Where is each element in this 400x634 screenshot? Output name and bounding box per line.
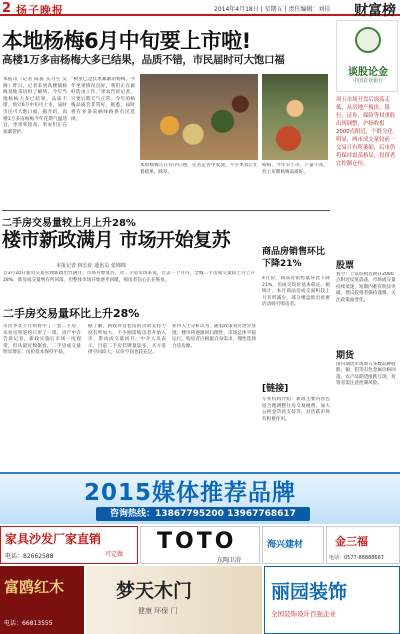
ad-haixing-title: 海兴建材 bbox=[267, 540, 304, 550]
right-body: 4月份，商品房销售量环比下降21%，但成交均价基本稳定。据统计，本月商品房成交面积较上月有所减少，部分楼盘推出优惠活动吸引购房者。 bbox=[262, 276, 330, 308]
issue-meta: 2014年4月18日 | 星期五 | 责任编辑：刘佳 bbox=[214, 6, 331, 13]
futures-box-title: 期货 bbox=[336, 351, 355, 361]
ad-mengtian-title: 梦天木门 bbox=[116, 580, 193, 602]
link-body: 专业机构介绍：新政主要内容包括合理调整住房交易税费、加大公积金贷款支持等，对活跃市场有积极作用。 bbox=[262, 397, 330, 422]
second-lead: 自3月20日新房交易管理新政出台满月，市场开始复苏，对二手房市场来说，过去一个月内，全城二手房成交量较上月上升28%，新房成交量则有所回落，但整体市场开始逐步回暖，购房者信心正在恢复。 bbox=[3, 271, 255, 283]
section-divider bbox=[2, 210, 330, 211]
ad-fuou[interactable] bbox=[0, 566, 84, 634]
lead-column-2: “树里已是挂果累累的杨梅，今年坐果情况良好，我们正在做好防虫工作。”果农告诉记者，只要后期天气正常，今年的杨梅品质会非常好。据悉，届时将有多条采摘线路供市民选择。 bbox=[71, 77, 135, 122]
sidebar-ad bbox=[336, 20, 398, 92]
stock-box-title: 股票 bbox=[336, 261, 355, 271]
photo-caption-2: 杨梅，今年早上市，产量不高，但上市期杨梅品质好。 bbox=[262, 163, 328, 175]
ad-furniture-tag: 可定做 bbox=[105, 551, 124, 558]
second-column-1: 市民李女士月初看中了一套二手房，从看房到签约只用了一周。房产中介告诉记者，新政实施后市场一度观望，但从最近数据看，二手房成交量明显增长，房价基本保持平稳。 bbox=[3, 324, 81, 356]
ad-toto-title: TOTO bbox=[157, 529, 237, 554]
stock-box-body: 看空：上证综指近期在2000点附近反复震荡，市场成交量持续低迷，短期内难有明显突破，建议投资者保持谨慎，关注政策面变化。 bbox=[336, 272, 396, 303]
right-headline: 商品房销售环比下降21% bbox=[262, 247, 326, 269]
ad-fuou-phone: 电话：66813555 bbox=[4, 620, 53, 627]
ad-jinsanfu[interactable] bbox=[326, 526, 400, 564]
second-column-2: 据了解，新政对首套房的贷款支持力度有所加大，不少刚需购房者开始入市，带动成交量回升。中介人员表示，目前二手房挂牌量较多，买方选择空间较大，议价空间也较充足。 bbox=[88, 324, 166, 356]
link-title: [链接] bbox=[262, 384, 289, 394]
ad-furniture[interactable] bbox=[0, 526, 138, 564]
banner-title: 2015媒体推荐品牌 bbox=[84, 480, 297, 506]
market-photo bbox=[262, 74, 328, 160]
ad-toto-sub: 东陶卫浴 bbox=[217, 557, 242, 564]
second-subhead: 二手房交易量环比上升28% bbox=[3, 307, 140, 320]
ad-toto[interactable] bbox=[140, 526, 260, 564]
section-name: 财富榜 bbox=[354, 3, 396, 19]
ad-liyuan[interactable] bbox=[264, 566, 400, 634]
ad-furniture-title: 家具沙发厂家直销 bbox=[5, 532, 102, 546]
lead-subhead: 高楼1万多亩杨梅大多已结果，品质不错，市民届时可大饱口福 bbox=[2, 54, 285, 66]
page-number: 2 bbox=[2, 1, 12, 16]
ad-jinsanfu-phone: 电话：0577-88888667 bbox=[329, 555, 384, 561]
byline: 本报记者 林长征 通讯员 张锦锦 bbox=[56, 263, 126, 269]
lead-headline: 本地杨梅6月中旬要上市啦! bbox=[2, 29, 251, 53]
ad-jinsanfu-title: 金三福 bbox=[335, 535, 368, 548]
banner-hotline: 咨询热线：13867795200 13967768617 bbox=[96, 507, 310, 521]
ad-liyuan-sub: 全国装饰设计百强企业 bbox=[271, 610, 336, 618]
second-column-3: 业内人士分析认为，随着政策效应逐步显现，楼市将逐渐回归理性，市场总体平稳运行。购房者应根据自身需求，理性选择合适房源。 bbox=[172, 324, 256, 349]
futures-box-body: 国内期货市场周五多数品种收跌，铜、铝等有色金属价格回落，农产品期货涨跌互现，投资者需注意控制风险。 bbox=[336, 362, 396, 387]
sidebar-ad-name: 谈股论金 bbox=[348, 67, 388, 78]
bayberry-photo bbox=[140, 74, 258, 160]
photo-caption-1: 本组杨梅正在有序打理，记者走访中发现，不少果农正忙着疏果、除草。 bbox=[140, 163, 258, 175]
ad-mengtian[interactable] bbox=[86, 566, 262, 634]
ad-liyuan-title: 丽园装饰 bbox=[271, 581, 348, 603]
sidebar-ad-body: 周五市场开盘后震荡走低，从房地产板块、银行、证券、保险等权重股出现调整，沪指收报2000点附近，个股分化明显，两市成交量较前一交易日有所萎缩，后市仍将保持震荡格局，投资者宜控制仓位。 bbox=[336, 97, 396, 167]
ad-fuou-title: 富鸥红木 bbox=[4, 578, 65, 596]
second-kicker: 二手房交易量较上月上升28% bbox=[2, 218, 136, 229]
lead-column-1: 本报讯（记者 陈嘉 实习生 吴晓）昨日，记者来到高楼镇杨梅基地采访时了解到，今年当地杨梅大多已结果，品质不错，预计6月中旬可上市，届时市民可大饱口福。据介绍，高楼1万多亩杨梅今年花期气温适宜，坐果率较高，果农们正在加紧管护。 bbox=[3, 77, 67, 135]
ad-furniture-phone: 电话：82662588 bbox=[5, 553, 54, 560]
masthead bbox=[0, 0, 400, 19]
bank-logo-icon bbox=[355, 27, 381, 53]
second-headline: 楼市新政满月 市场开始复苏 bbox=[2, 229, 231, 251]
ad-haixing[interactable] bbox=[262, 526, 324, 564]
sidebar-ad-bank: 中国农业银行 bbox=[352, 78, 383, 84]
ad-mengtian-sub: 健康 环保 门 bbox=[138, 607, 178, 615]
paper-name: 扬子晚报 bbox=[16, 4, 64, 17]
